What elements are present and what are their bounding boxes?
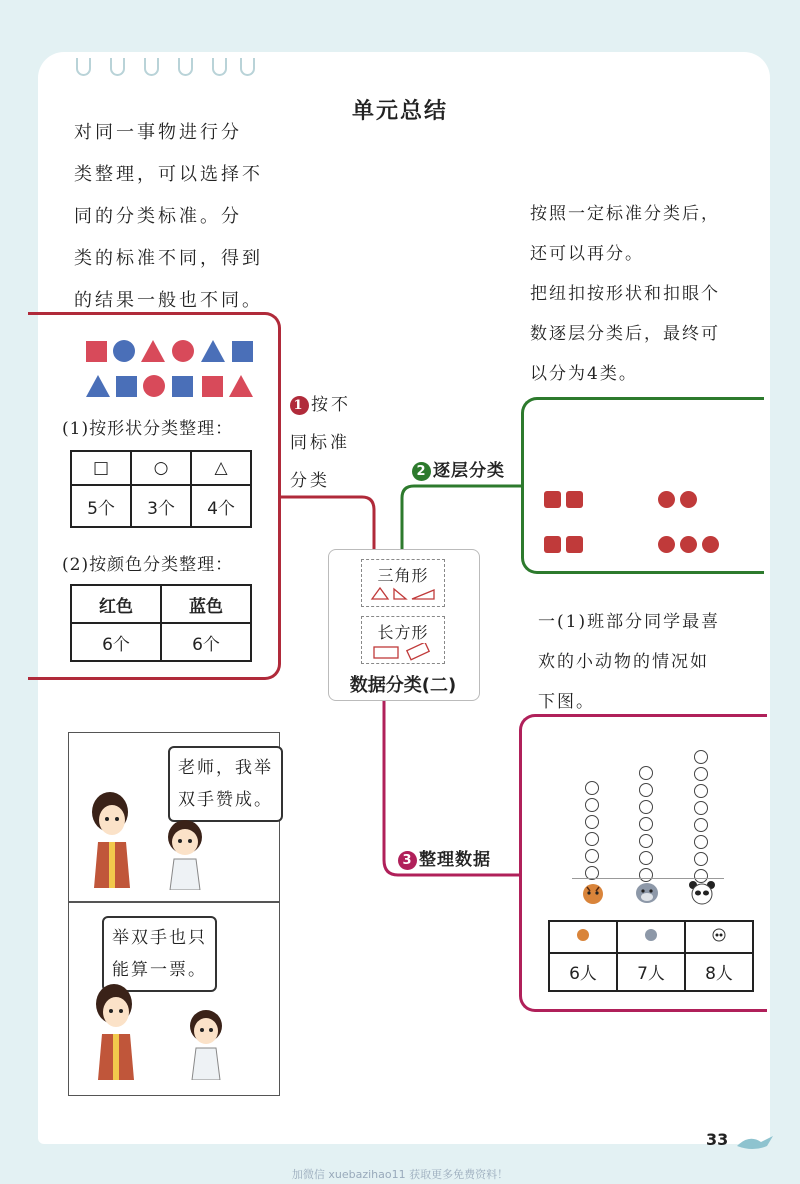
branch3-label bbox=[398, 845, 491, 870]
branch3-line: 欢的小动物的情况如 bbox=[538, 652, 709, 672]
speech-bubble-student bbox=[168, 746, 283, 822]
branch2-label-text: 逐层分类 bbox=[433, 461, 505, 481]
branch2-text bbox=[530, 194, 720, 394]
dog-bead-column bbox=[639, 766, 655, 885]
count-blue: 6个 bbox=[161, 623, 251, 661]
bead bbox=[694, 818, 708, 832]
branch1-label-line: 按不 bbox=[311, 395, 351, 415]
button-group-square bbox=[544, 536, 583, 557]
shape-caption: (1)按形状分类整理： bbox=[62, 419, 234, 439]
bead bbox=[694, 801, 708, 815]
button-group-round bbox=[658, 536, 719, 557]
rectangles-icon bbox=[362, 643, 442, 661]
chart-baseline bbox=[572, 878, 724, 879]
animal-count-table bbox=[548, 920, 754, 992]
branch2-line: 以分为4类。 bbox=[530, 364, 638, 384]
bead bbox=[694, 784, 708, 798]
branch3-line: 下图。 bbox=[538, 692, 595, 712]
tiger-count: 6人 bbox=[549, 953, 617, 991]
shape-set-icon bbox=[84, 338, 264, 400]
branch3-line: 一(1)班部分同学最喜 bbox=[538, 612, 721, 632]
header-red: 红色 bbox=[71, 585, 161, 623]
bead bbox=[585, 781, 599, 795]
panda-count: 8人 bbox=[685, 953, 753, 991]
watermark: 加微信 xuebazihao11 获取更多免费资料！ bbox=[291, 1168, 509, 1181]
count-triangle: 4个 bbox=[191, 485, 251, 527]
intro-line: 类整理，可以选择不 bbox=[74, 164, 263, 185]
center-title: 数据分类(二) bbox=[349, 675, 457, 696]
branch2-number: 2 bbox=[412, 462, 431, 481]
button-group-round bbox=[658, 491, 697, 512]
tiger-icon bbox=[580, 882, 606, 906]
bead bbox=[585, 832, 599, 846]
bird-decoration-icon bbox=[735, 1132, 775, 1152]
header-blue: 蓝色 bbox=[161, 585, 251, 623]
bead bbox=[639, 783, 653, 797]
rectangle-label: 长方形 bbox=[377, 623, 429, 642]
count-square: 5个 bbox=[71, 485, 131, 527]
round-button-icon bbox=[658, 491, 675, 508]
speech-bubble-teacher bbox=[102, 916, 217, 992]
bubble-line: 老师，我举 bbox=[178, 758, 273, 778]
bead bbox=[639, 800, 653, 814]
dog-icon bbox=[633, 880, 661, 906]
triangle-label: 三角形 bbox=[377, 566, 429, 585]
branch3-label-text: 整理数据 bbox=[419, 850, 491, 870]
bead bbox=[639, 851, 653, 865]
bead bbox=[694, 835, 708, 849]
branch1-label bbox=[290, 386, 351, 500]
bead bbox=[639, 817, 653, 831]
round-button-icon bbox=[680, 536, 697, 553]
color-caption: (2)按颜色分类整理： bbox=[62, 555, 234, 575]
teacher-figure-icon bbox=[86, 982, 146, 1082]
branch1-label-line: 同标准 bbox=[290, 433, 350, 453]
shape-count-table bbox=[70, 450, 252, 528]
square-button-icon bbox=[566, 491, 583, 508]
count-circle: 3个 bbox=[131, 485, 191, 527]
triangle-box bbox=[361, 559, 445, 607]
branch3-text bbox=[538, 602, 720, 722]
dog-header bbox=[617, 921, 685, 953]
branch1-number: 1 bbox=[290, 396, 309, 415]
square-button-icon bbox=[544, 536, 561, 553]
header-triangle: △ bbox=[191, 451, 251, 485]
branch2-line: 按照一定标准分类后， bbox=[530, 204, 720, 224]
branch2-line: 数逐层分类后，最终可 bbox=[530, 324, 720, 344]
bead bbox=[694, 852, 708, 866]
intro-line: 对同一事物进行分 bbox=[74, 122, 242, 143]
count-red: 6个 bbox=[71, 623, 161, 661]
student-figure-icon bbox=[160, 815, 210, 890]
page-title: 单元总结 bbox=[351, 99, 448, 124]
bead bbox=[694, 750, 708, 764]
bead bbox=[585, 815, 599, 829]
color-count-table bbox=[70, 584, 252, 662]
round-button-icon bbox=[680, 491, 697, 508]
bead bbox=[639, 766, 653, 780]
bead bbox=[585, 849, 599, 863]
panda-icon bbox=[688, 880, 716, 906]
bubble-line: 双手赞成。 bbox=[178, 790, 273, 810]
tiger-header bbox=[549, 921, 617, 953]
branch2-line: 把纽扣按形状和扣眼个 bbox=[530, 284, 720, 304]
student-figure-icon bbox=[182, 1004, 230, 1080]
bead bbox=[639, 834, 653, 848]
branch2-line: 还可以再分。 bbox=[530, 244, 644, 264]
rectangle-box bbox=[361, 616, 445, 664]
bead bbox=[585, 798, 599, 812]
bead bbox=[694, 767, 708, 781]
comic-divider bbox=[68, 901, 280, 903]
bubble-line: 举双手也只 bbox=[112, 928, 207, 948]
panda-bead-column bbox=[694, 750, 710, 886]
page-number: 33 bbox=[706, 1130, 729, 1149]
branch3-number: 3 bbox=[398, 851, 417, 870]
dog-count: 7人 bbox=[617, 953, 685, 991]
intro-line: 同的分类标准。分 bbox=[74, 206, 242, 227]
button-group-square bbox=[544, 491, 583, 512]
intro-line: 的结果一般也不同。 bbox=[74, 290, 263, 311]
branch2-label bbox=[412, 456, 505, 481]
round-button-icon bbox=[658, 536, 675, 553]
square-button-icon bbox=[566, 536, 583, 553]
teacher-figure-icon bbox=[82, 790, 142, 890]
header-circle: ○ bbox=[131, 451, 191, 485]
panda-header bbox=[685, 921, 753, 953]
square-button-icon bbox=[544, 491, 561, 508]
round-button-icon bbox=[702, 536, 719, 553]
intro-line: 类的标准不同，得到 bbox=[74, 248, 263, 269]
branch1-label-line: 分类 bbox=[290, 471, 330, 491]
triangles-icon bbox=[362, 586, 442, 602]
bubble-line: 能算一票。 bbox=[112, 960, 207, 980]
tiger-bead-column bbox=[585, 781, 601, 883]
header-square: □ bbox=[71, 451, 131, 485]
